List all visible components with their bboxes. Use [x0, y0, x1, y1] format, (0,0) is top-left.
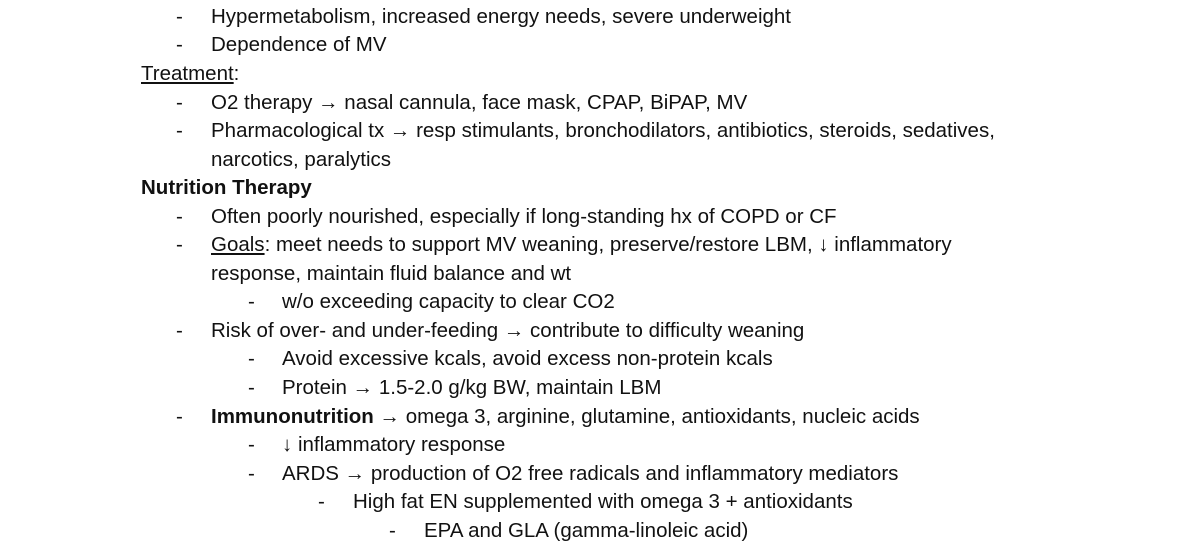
- bullet-text-continuation: narcotics, paralytics: [211, 148, 392, 171]
- bullet-text: ↓ inflammatory response: [282, 433, 506, 456]
- immunonutrition-label: Immunonutrition: [211, 405, 374, 428]
- goals-bullet: [211, 231, 952, 259]
- immunonutrition-text: → omega 3, arginine, glutamine, antioxidants, nucleic acids: [373, 405, 920, 428]
- bullet-dash: -: [389, 519, 396, 542]
- bullet-dash: -: [248, 462, 255, 485]
- bullet-dash: -: [248, 290, 255, 313]
- bullet-dash: -: [176, 5, 183, 28]
- bullet-text: Hypermetabolism, increased energy needs, severe underweight: [211, 5, 792, 28]
- bullet-dash: -: [176, 119, 183, 142]
- bullet-dash: -: [176, 33, 183, 56]
- goals-label: Goals: [211, 233, 265, 256]
- bullet-text: w/o exceeding capacity to clear CO2: [282, 290, 615, 313]
- bullet-dash: -: [176, 233, 183, 256]
- bullet-dash: -: [248, 347, 255, 370]
- nutrition-therapy-heading: Nutrition Therapy: [141, 176, 312, 199]
- bullet-text: O2 therapy → nasal cannula, face mask, CPAP, BiPAP, MV: [211, 91, 748, 114]
- bullet-dash: -: [176, 91, 183, 114]
- treatment-heading-label: Treatment: [141, 62, 234, 85]
- bullet-text: ARDS → production of O2 free radicals and inflammatory mediators: [282, 462, 899, 485]
- bullet-dash: -: [176, 319, 183, 342]
- bullet-dash: -: [248, 433, 255, 456]
- treatment-heading-colon: :: [233, 62, 240, 85]
- bullet-text: Risk of over- and under-feeding → contribute to difficulty weaning: [211, 319, 805, 342]
- bullet-text: High fat EN supplemented with omega 3 + antioxidants: [353, 490, 853, 513]
- bullet-dash: -: [176, 405, 183, 428]
- goals-text: : meet needs to support MV weaning, preserve/restore LBM, ↓ inflammatory: [264, 233, 952, 256]
- bullet-text-continuation: response, maintain fluid balance and wt: [211, 262, 572, 285]
- treatment-heading: [141, 60, 239, 88]
- bullet-text: EPA and GLA (gamma-linoleic acid): [424, 519, 749, 542]
- immunonutrition-bullet: [211, 403, 920, 431]
- bullet-text: Avoid excessive kcals, avoid excess non-protein kcals: [282, 347, 773, 370]
- bullet-text: Pharmacological tx → resp stimulants, bronchodilators, antibiotics, steroids, sedatives,: [211, 119, 995, 142]
- bullet-text: Often poorly nourished, especially if long-standing hx of COPD or CF: [211, 205, 837, 228]
- bullet-text: Protein → 1.5-2.0 g/kg BW, maintain LBM: [282, 376, 662, 399]
- bullet-text: Dependence of MV: [211, 33, 387, 56]
- bullet-dash: -: [248, 376, 255, 399]
- bullet-dash: -: [176, 205, 183, 228]
- bullet-dash: -: [318, 490, 325, 513]
